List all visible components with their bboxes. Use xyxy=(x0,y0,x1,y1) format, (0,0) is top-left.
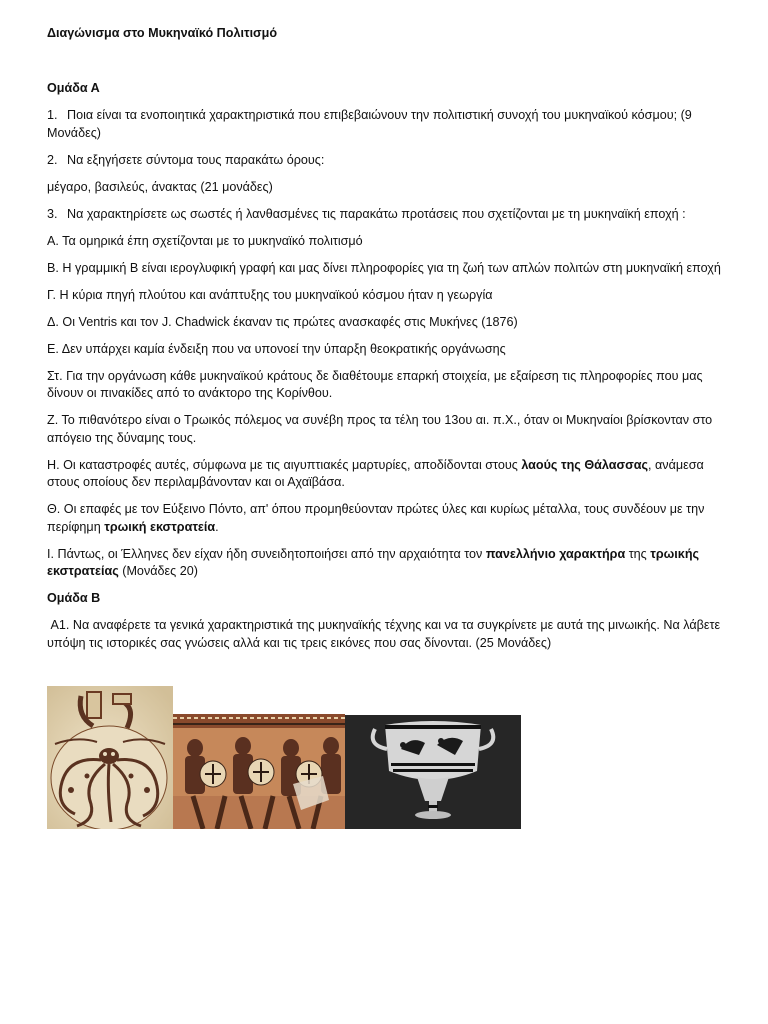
statement-h xyxy=(47,457,723,492)
group-a-heading: Ομάδα Α xyxy=(47,81,100,95)
statement-th-emphasis: τρωική εκστρατεία xyxy=(104,519,216,534)
octopus-stirrup-jar-image xyxy=(47,686,173,829)
bird-krater-image xyxy=(345,715,521,829)
statement-th-text: Θ. Οι επαφές με τον Εύξεινο Πόντο, απ' όπου προμηθεύονταν πρώτες ύλες και κυρίως μέταλλα, τους συνδέουν με την περίφημη xyxy=(47,502,705,534)
statement-i-emphasis-2: τρωικής εκστρατείας xyxy=(47,546,700,578)
statement-c: Γ. Η κύρια πηγή πλούτου και ανάπτυξης του μυκηναϊκού κόσμου ήταν η γεωργία xyxy=(47,287,493,302)
question-2-terms: μέγαρο, βασιλεύς, άνακτας (21 μονάδες) xyxy=(47,179,273,194)
statement-st: Στ. Για την οργάνωση κάθε μυκηναϊκού κράτους δε διαθέτουμε επαρκή στοιχεία, με εξαίρεση τις πληροφορίες που μας δίνουν οι πινακίδες από το ανάκτορο της Κορίνθου. xyxy=(47,368,703,400)
statement-d: Δ. Οι Ventris και τον J. Chadwick έκαναν τις πρώτες ανασκαφές στις Μυκήνες (1876) xyxy=(47,314,518,329)
statement-b: Β. Η γραμμική Β είναι ιερογλυφική γραφή και μας δίνει πληροφορίες για τη ζωή των απλών πολιτών στη μυκηναϊκή εποχή xyxy=(47,260,721,275)
question-2-number: 2. xyxy=(47,152,58,167)
question-1-number: 1. xyxy=(47,108,58,122)
question-3 xyxy=(47,206,723,224)
statement-i-text: Ι. Πάντως, οι Έλληνες δεν είχαν ήδη συνειδητοποιήσει από την αρχαιότητα τον xyxy=(47,546,486,561)
document-title: Διαγώνισμα στο Μυκηναϊκό Πολιτισμό xyxy=(47,26,278,40)
statement-i-text-end: (Μονάδες 20) xyxy=(118,564,198,578)
statement-h-emphasis: λαούς της Θάλασσας xyxy=(521,457,648,472)
warrior-fresco-image xyxy=(173,714,345,829)
document-body xyxy=(47,80,723,662)
question-3-text: Να χαρακτηρίσετε ως σωστές ή λανθασμένες τις παρακάτω προτάσεις που σχετίζονται με τη μυκηναϊκή εποχή : xyxy=(67,206,686,221)
question-1-text: Ποια είναι τα ενοποιητικά χαρακτηριστικά που επιβεβαιώνουν την πολιτιστική συνοχή του μυκηναϊκού κόσμου; (9 Μονάδες) xyxy=(47,108,692,140)
group-b-heading: Ομάδα Β xyxy=(47,591,101,605)
question-2 xyxy=(47,152,723,170)
question-a1: Α1. Να αναφέρετε τα γενικά χαρακτηριστικά της μυκηναϊκής τέχνης και να τα συγκρίνετε με αυτά της μινωικής. Να λάβετε υπόψη τις ιστορικές σας γνώσεις αλλά και τις τρεις εικόνες που σας δίνονται. (25 Μονάδες) xyxy=(47,618,724,650)
statement-z: Ζ. Το πιθανότερο είναι ο Τρωικός πόλεμος να συνέβη προς τα τέλη του 13ου αι. π.Χ., όταν οι Μυκηναίοι βρίσκονταν στο απόγειο της δύναμης τους. xyxy=(47,413,713,445)
statement-i xyxy=(47,546,723,581)
statement-a: Α. Τα ομηρικά έπη σχετίζονται με το μυκηναϊκό πολιτισμό xyxy=(47,233,363,248)
artwork-images xyxy=(47,686,521,829)
question-1 xyxy=(47,107,723,142)
statement-h-text-end: , ανάμεσα στους οποίους δεν περιλαμβάνονταν και οι Αχαϊβάσα. xyxy=(47,457,704,489)
statement-h-text: Η. Οι καταστροφές αυτές, σύμφωνα με τις αιγυπτιακές μαρτυρίες, αποδίδονται στους xyxy=(47,457,522,472)
question-3-number: 3. xyxy=(47,206,58,221)
statement-th xyxy=(47,501,723,536)
question-2-text: Να εξηγήσετε σύντομα τους παρακάτω όρους: xyxy=(67,152,325,167)
statement-i-emphasis-1: πανελλήνιο χαρακτήρα xyxy=(485,546,626,561)
statement-th-text-end: . xyxy=(215,519,219,534)
statement-i-text-mid: της xyxy=(625,546,651,561)
statement-e: Ε. Δεν υπάρχει καμία ένδειξη που να υπονοεί την ύπαρξη θεοκρατικής οργάνωσης xyxy=(47,341,506,356)
